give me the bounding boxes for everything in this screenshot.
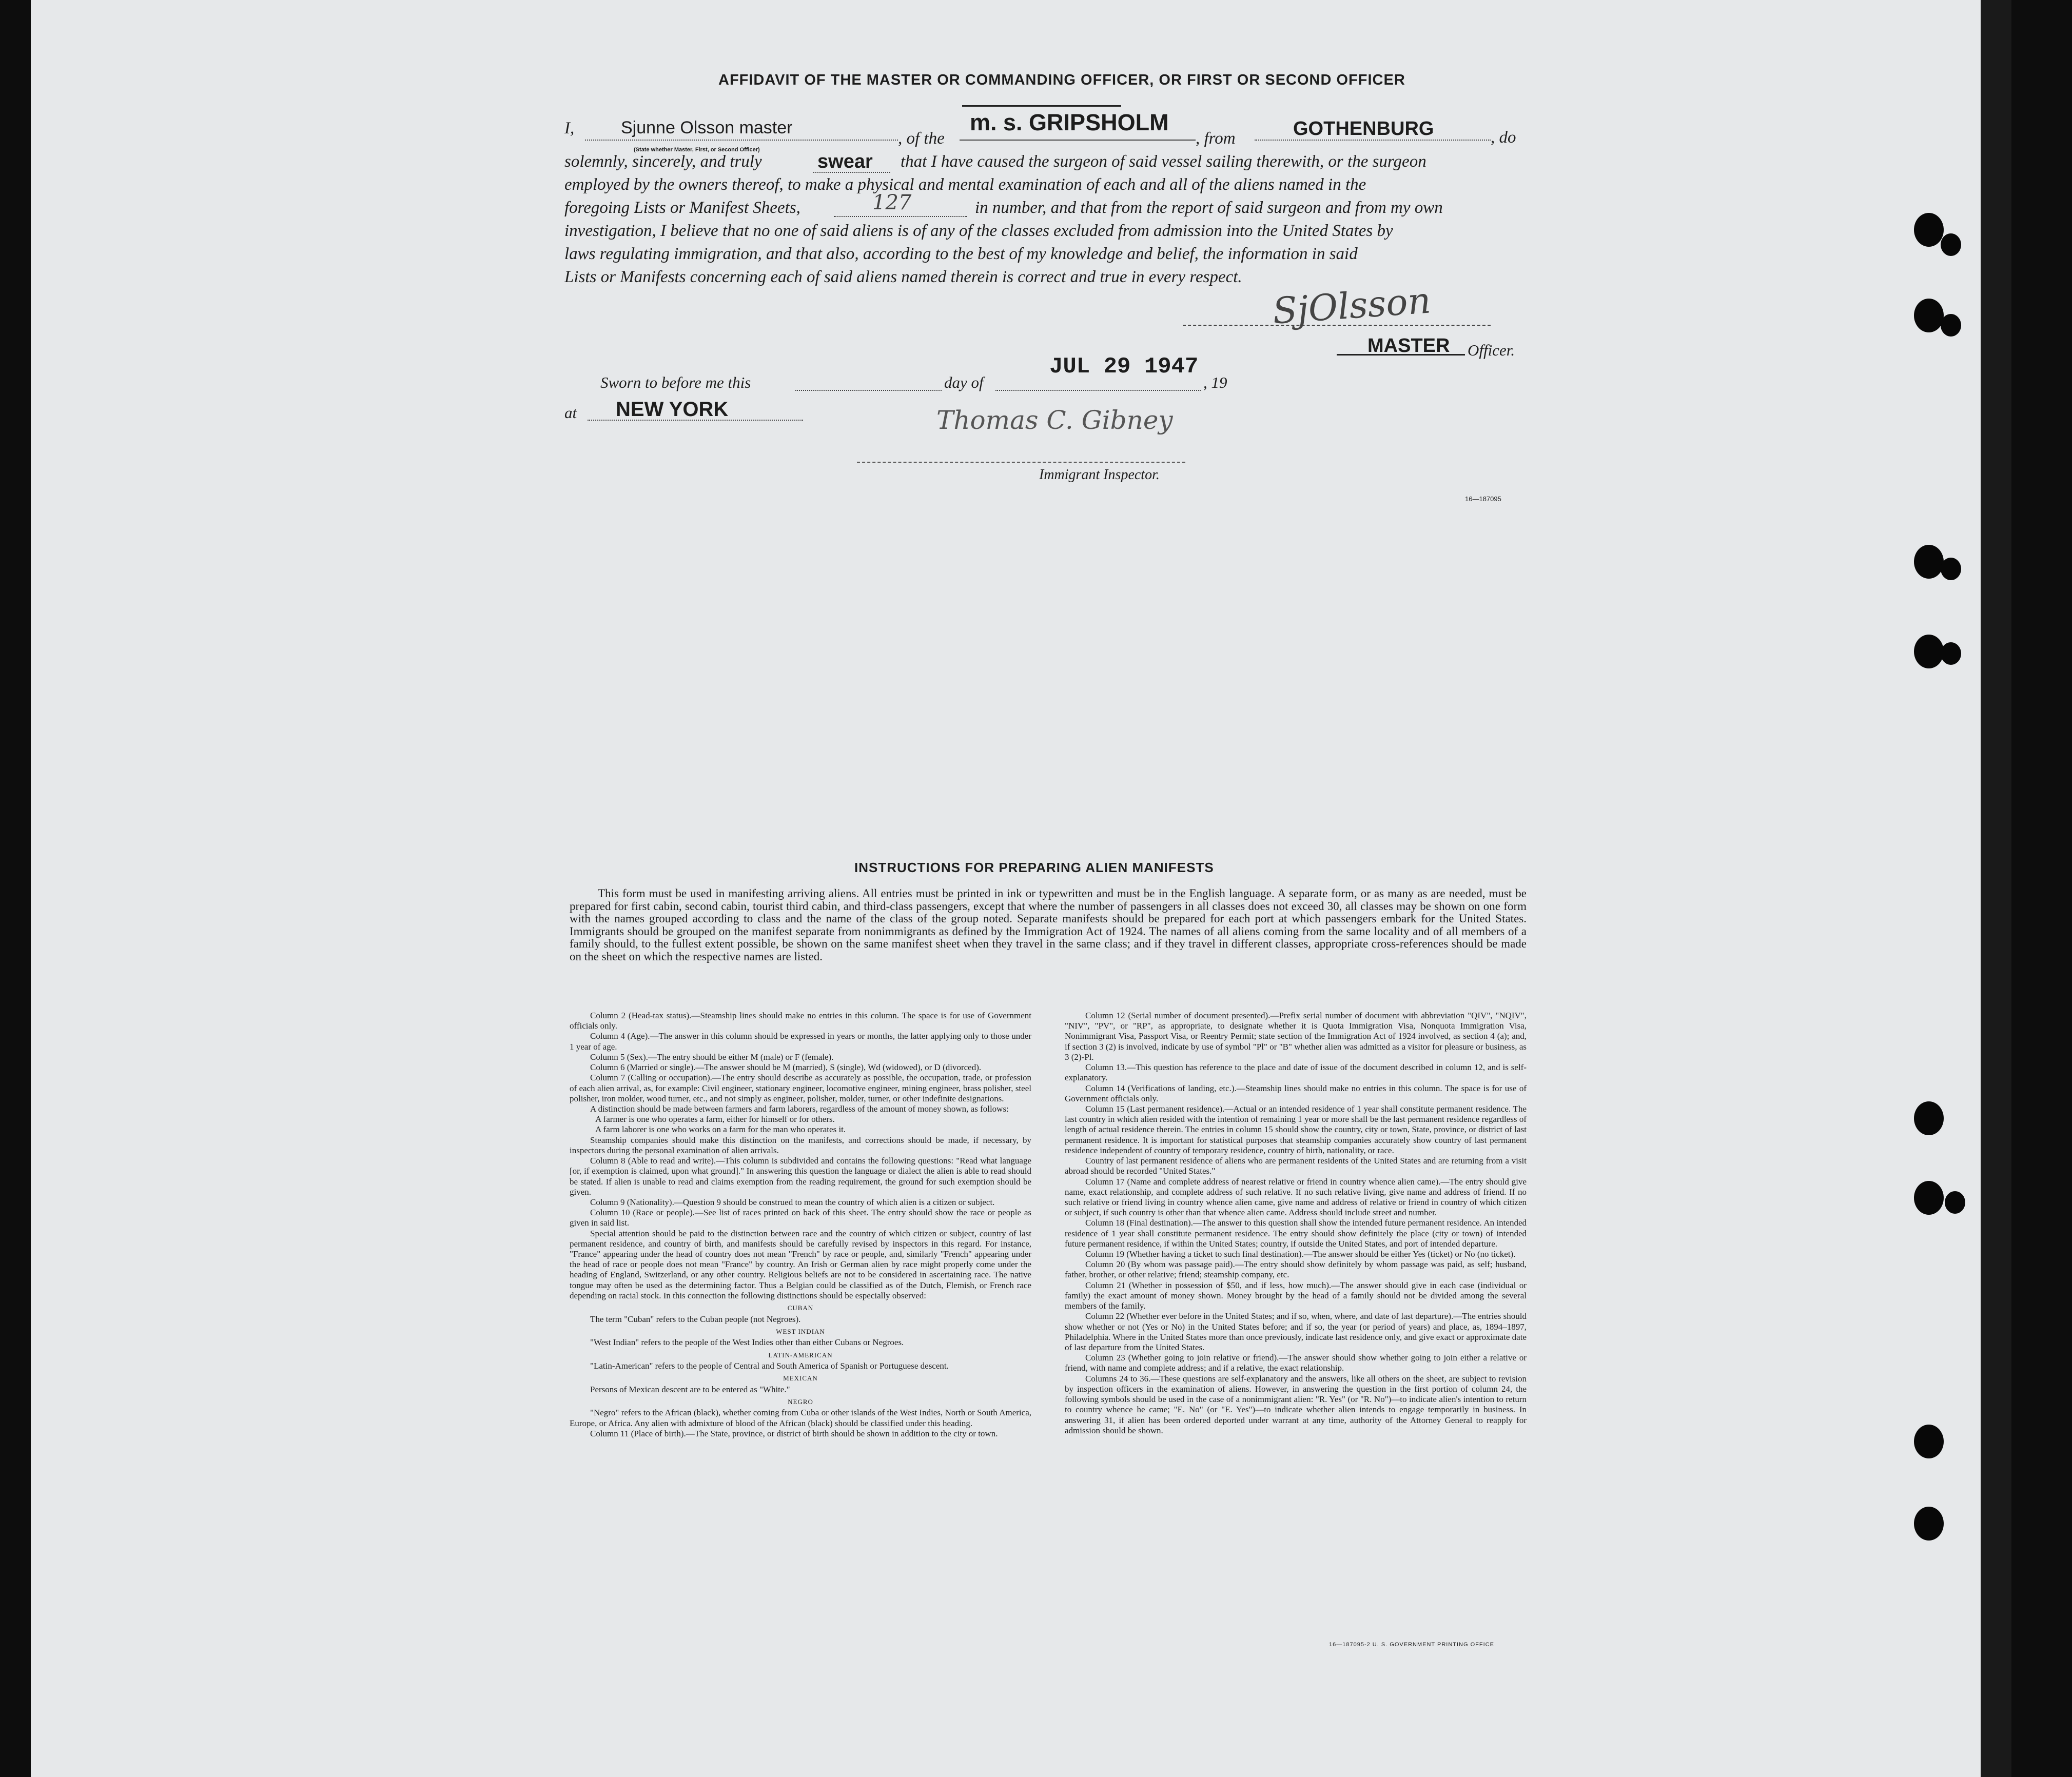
form-code: 16—187095 <box>1465 495 1501 503</box>
instruction-paragraph: Column 6 (Married or single).—The answer should be M (married), S (single), Wd (widowed), or D (divorced). <box>590 1062 982 1073</box>
instruction-paragraph: Steamship companies should make this distinction on the manifests, and corrections should be made, if necessary, by inspectors during the personal examination of alien arrivals. <box>570 1135 1031 1155</box>
binder-hole <box>1914 299 1944 332</box>
affidavit-line-3: employed by the owners thereof, to make a physical and mental examination of each and all of the aliens named in the <box>564 175 1366 194</box>
year-prefix: , 19 <box>1203 373 1227 391</box>
instruction-paragraph: Column 10 (Race or people).—See list of races printed on back of this sheet. The entry should show the race or people as given in said list. <box>570 1208 1031 1228</box>
date-underline <box>995 390 1201 391</box>
affidavit-line-4b: in number, and that from the report of said surgeon and from my own <box>975 199 1443 217</box>
instruction-paragraph: Column 19 (Whether having a ticket to such final destination).—The answer should be either Yes (ticket) or No (no ticket). <box>1085 1249 1516 1259</box>
officer-label: Officer. <box>1468 341 1515 359</box>
affidavit-line-1 <box>564 119 574 138</box>
binder-hole <box>1941 314 1961 337</box>
instruction-paragraph: Column 23 (Whether going to join relative or friend).—The answer should show whether going to join either a relative or friend, with name and complete address; and if a relative, the exact relationship. <box>1065 1353 1527 1373</box>
instructions-title: INSTRUCTIONS FOR PREPARING ALIEN MANIFESTS <box>854 860 1214 875</box>
instruction-paragraph: Column 7 (Calling or occupation).—The entry should describe as accurately as possible, the occupation, trade, or profession of each alien arrival, as, for example: Civil engineer, stationary engineer, locomotive engineer, mining engineer, brass polisher, steel polisher, iron molder, wood turner, etc., and not simply as engineer, polisher, molder, turner, or other indefinite designations. <box>570 1073 1031 1103</box>
instruction-paragraph: Columns 24 to 36.—These questions are self-explanatory and the answers, like all others on the sheet, are subject to revision by inspection officers in the examination of aliens. However, in answering the question in the first portion of column 24, the following symbols should be used in the case of a nonimmigrant alien: "R. Yes" (or "R. No")—to indicate alien's intention to return to country whence he came; "E. No" (or "E. Yes")—to indicate whether alien intends to engage temporarily in business. In answering 31, if alien has been ordered deported under warrant at any time, authority of the Attorney General to reapply for admission should be shown. <box>1065 1373 1527 1435</box>
section-heading-negro: NEGRO <box>788 1397 813 1406</box>
instruction-paragraph: Column 4 (Age).—The answer in this column should be expressed in years or months, the latter applying only to those under 1 year of age. <box>570 1031 1031 1052</box>
vessel-name: m. s. GRIPSHOLM <box>970 109 1169 135</box>
instructions-left-column <box>570 1011 1031 1439</box>
section-heading-cuban: CUBAN <box>787 1304 814 1312</box>
instructions-right-column <box>1065 1011 1527 1436</box>
binder-hole <box>1914 635 1944 668</box>
date-stamp: JUL 29 1947 <box>1049 354 1199 380</box>
from-text: , from <box>1196 129 1236 148</box>
count-underline <box>834 216 967 217</box>
affidavit-line-6: laws regulating immigration, and that also, according to the best of my knowledge and belief, the information in said <box>564 245 1358 263</box>
instruction-paragraph: "Latin-American" refers to the people of Central and South America of Spanish or Portuguese descent. <box>590 1360 949 1371</box>
alien-count: 127 <box>872 191 912 214</box>
inspector-label: Immigrant Inspector. <box>1039 467 1160 483</box>
binder-hole <box>1945 1191 1965 1214</box>
instruction-paragraph: "Negro" refers to the African (black), whether coming from Cuba or other islands of the West Indies, North or South America, Europe, or Africa. Any alien with admixture of blood of the African (black) should be classified under this heading. <box>570 1408 1031 1428</box>
binder-hole <box>1914 1507 1944 1541</box>
binder-hole <box>1941 233 1961 256</box>
master-name: Sjunne Olsson master <box>621 118 793 137</box>
name-underline <box>585 140 898 141</box>
binder-hole <box>1914 1181 1944 1215</box>
of-the-text: , of the <box>898 129 945 148</box>
instruction-paragraph: Column 20 (By whom was passage paid).—The entry should show definitely by whom passage was paid, as self; husband, father, brother, or other relative; friend; steamship company, etc. <box>1065 1259 1527 1280</box>
instruction-paragraph: Column 8 (Able to read and write).—This column is subdivided and contains the following questions: "Read what language [or, if exemption is claimed, upon what ground]." In answering this question the language or dialect the alien is able to read should be stated. If alien is unable to read and claims exemption from the reading requirement, the ground for such exemption should be given. <box>570 1156 1031 1197</box>
sworn-text: Sworn to before me this <box>600 373 751 391</box>
instruction-paragraph: Column 12 (Serial number of document presented).—Prefix serial number of document with abbreviation "QIV", "NQIV", "NIV", "PV", or "RP", as appropriate, to designate whether it is Quota Immigration Visa, Nonquota Immigration Visa, Nonimmigrant Visa, Passport Visa, or Reentry Permit; state section of the Immigration Act of 1924 involved, as section 4 (a); and, if section 3 (2) is involved, indicate by use of symbol "Pl" or "B" whether alien was admitted as a visitor for pleasure or business, as 3 (2)-Pl. <box>1065 1011 1527 1062</box>
instructions-intro: This form must be used in manifesting arriving aliens. All entries must be printed in ink or typewritten and must be in the English language. A separate form, or as many as are needed, must be prepared for first cabin, second cabin, tourist third cabin, and third-class passengers, except that where the number of passengers in all classes does not exceed 30, all classes may be shown on one form with the names grouped according to class and the name of the class of the group noted. Separate manifests should be prepared for each port at which passengers embark for the United States. Immigrants should be grouped on the manifest separate from nonimmigrants as defined by the Immigration Act of 1924. The names of all aliens coming from the same locality and of all members of a family should, to the fullest extent possible, be shown on the same manifest sheet when they travel in the same class; and if they travel in different classes, appropriate cross-references should be made on the sheet on which the respective names are listed. <box>570 887 1527 963</box>
sworn-place: NEW YORK <box>616 398 729 421</box>
affidavit-line-4a: foregoing Lists or Manifest Sheets, <box>564 199 800 217</box>
inspector-signature: Thomas C. Gibney <box>936 405 1173 435</box>
instruction-paragraph: Column 17 (Name and complete address of nearest relative or friend in country whence alien came).—The entry should give name, exact relationship, and complete address of such relative. If no such relative living, give name and address of friend. If no such relative or friend living in country whence alien came, give name and address of relative or friend in country of which citizen or subject, if such country is other than that whence alien came. Address should include street and number. <box>1065 1176 1527 1218</box>
scan-edge <box>1981 0 2011 1777</box>
officer-rank: MASTER <box>1367 335 1450 357</box>
affidavit-line-7: Lists or Manifests concerning each of said aliens named therein is correct and true in every respect. <box>564 268 1242 286</box>
binder-hole <box>1914 1101 1944 1135</box>
binder-hole <box>1941 642 1961 665</box>
section-heading-mexican: MEXICAN <box>783 1374 818 1383</box>
instruction-paragraph: The term "Cuban" refers to the Cuban people (not Negroes). <box>590 1314 801 1324</box>
rank-note: (State whether Master, First, or Second Officer) <box>634 147 760 153</box>
instruction-paragraph: Column 9 (Nationality).—Question 9 should be construed to mean the country of which alien is a citizen or subject. <box>590 1197 995 1207</box>
section-heading-latin-american: LATIN-AMERICAN <box>768 1351 833 1359</box>
instruction-paragraph: Country of last permanent residence of aliens who are permanent residents of the United States and are returning from a visit abroad should be recorded "United States." <box>1065 1156 1527 1176</box>
inspector-line <box>857 462 1185 463</box>
binder-hole <box>1914 545 1944 579</box>
do-text: , do <box>1491 128 1516 147</box>
instruction-paragraph: Column 14 (Verifications of landing, etc.).—Steamship lines should make no entries in this column. The space is for use of Government officials only. <box>1065 1083 1527 1103</box>
master-signature: SjOlsson <box>1271 279 1432 332</box>
instruction-paragraph: Column 13.—This question has reference to the place and date of issue of the document described in column 12, and is self-explanatory. <box>1065 1062 1527 1083</box>
sworn-day-underline <box>795 390 942 391</box>
instruction-paragraph: A farm laborer is one who works on a farm for the man who operates it. <box>595 1124 846 1135</box>
affidavit-line-5: investigation, I believe that no one of said aliens is of any of the classes excluded from admission into the United States by <box>564 222 1393 240</box>
instruction-paragraph: Persons of Mexican descent are to be entered as "White." <box>590 1384 790 1394</box>
instruction-paragraph: Column 5 (Sex).—The entry should be either M (male) or F (female). <box>590 1052 834 1062</box>
instruction-paragraph: "West Indian" refers to the people of the West Indies other than either Cubans or Negroes. <box>590 1337 904 1348</box>
instruction-paragraph: A distinction should be made between farmers and farm laborers, regardless of the amount of money shown, as follows: <box>590 1103 1009 1114</box>
departure-port: GOTHENBURG <box>1293 118 1434 140</box>
binder-hole <box>1941 558 1961 580</box>
printing-office-footer: 16—187095-2 U. S. GOVERNMENT PRINTING OFFICE <box>1329 1642 1494 1648</box>
instruction-paragraph: Column 22 (Whether ever before in the United States; and if so, when, where, and date of last departure).—The entries should show whether or not (Yes or No) in the United States before; and if so, the year (or period of years) and place, as, 1894–1897, Philadelphia. Where in the United States more than once previously, indicate last residence only, and give exact or approximate date of last departure from the United States. <box>1065 1311 1527 1352</box>
at-text: at <box>564 404 577 422</box>
manifest-page <box>31 0 1981 1777</box>
affidavit-line-2a: solemnly, sincerely, and truly <box>564 152 762 171</box>
affidavit-line-2b: that I have caused the surgeon of said vessel sailing therewith, or the surgeon <box>901 152 1426 171</box>
vessel-underline <box>960 140 1196 141</box>
instruction-paragraph: A farmer is one who operates a farm, either for himself or for others. <box>595 1114 835 1124</box>
section-heading-west-indian: WEST INDIAN <box>776 1327 825 1335</box>
instruction-paragraph: Column 21 (Whether in possession of $50, and if less, how much).—The answer should give in each case (individual or family) the exact amount of money shown. Money brought by the head of a family should not be divided among the several members of the family. <box>1065 1280 1527 1311</box>
instruction-paragraph: Column 11 (Place of birth).—The State, province, or district of birth should be shown in addition to the city or town. <box>590 1428 998 1438</box>
instruction-paragraph: Column 2 (Head-tax status).—Steamship lines should make no entries in this column. The space is for use of Government officials only. <box>570 1011 1031 1031</box>
instruction-paragraph: Special attention should be paid to the distinction between race and the country of which citizen or subject, country of last permanent residence, and country of birth, and manifests should be carefully revised by inspectors in this regard. For instance, "France" appearing under the head of country does not mean "French" by race or people, and, similarly "French" appearing under the head of race or people does not mean "France" by country. An Irish or German alien by race might properly come under the heading of England, Switzerland, or any other country. Religious beliefs are not to be considered in ascertaining race. The native tongue may often be used as the determining factor. Thus a Belgian could be classified as of the Dutch, Flemish, or French race depending on racial stock. In this connection the following distinctions should be especially observed: <box>570 1228 1031 1300</box>
instruction-paragraph: Column 18 (Final destination).—The answer to this question shall show the intended future permanent residence. An intended residence of 1 year shall constitute permanent residence. The entry should show definitely the place (city or town) of intended future permanent residence, if within the United States; country, if outside the United States, and port of intended departure. <box>1065 1218 1527 1249</box>
affidavit-title: AFFIDAVIT OF THE MASTER OR COMMANDING OFFICER, OR FIRST OR SECOND OFFICER <box>718 72 1405 88</box>
binder-hole <box>1914 1425 1944 1458</box>
binder-hole <box>1914 213 1944 247</box>
vessel-overline <box>962 105 1121 107</box>
affidavit-i: I, <box>564 119 575 137</box>
oath-word: swear <box>817 151 873 172</box>
day-of-text: day of <box>944 373 984 391</box>
signature-line <box>1183 325 1491 326</box>
instruction-paragraph: Column 15 (Last permanent residence).—Actual or an intended residence of 1 year shall constitute permanent residence. The last country in which alien resided with the intention of remaining 1 year or more shall be the last permanent residence regardless of length of actual residence therein. The entries in column 15 should show the country, city or town, State, province, or district of last permanent residence. It is important for statistical purposes that steamship companies accurately show country of last permanent residence independent of country of temporary residence, country of birth, nationality, or race. <box>1065 1103 1527 1155</box>
